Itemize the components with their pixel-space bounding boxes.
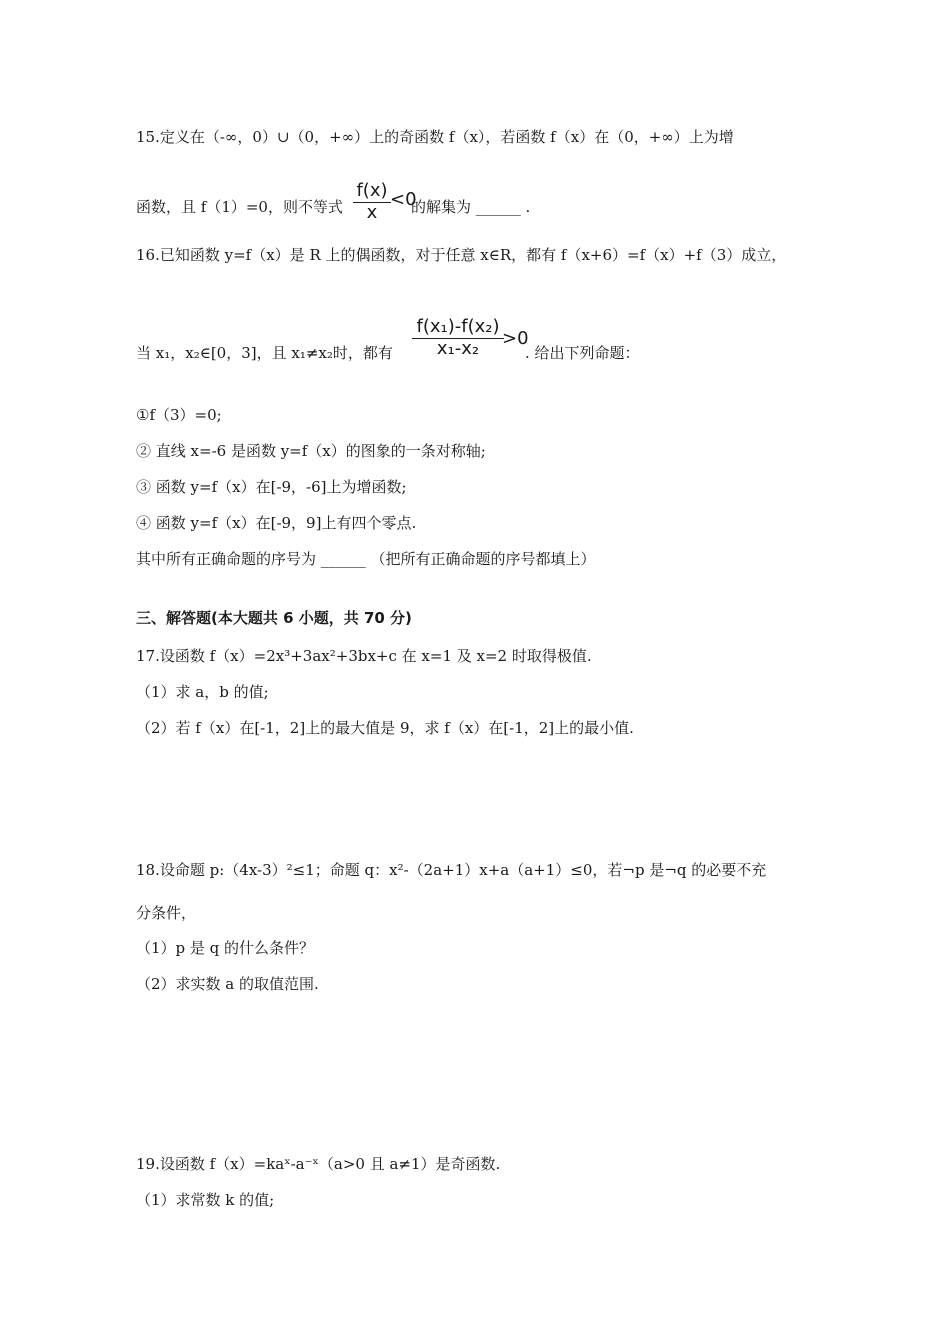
q18-stem-line1: 18.设命题 p:（4x-3）²≤1；命题 q：x²-（2a+1）x+a（a+1）≤0，若¬p 是¬q 的必要不充 <box>136 861 767 879</box>
q15-line1: 15.定义在（-∞，0）∪（0，+∞）上的奇函数 f（x），若函数 f（x）在（0，+∞）上为增 <box>136 128 734 146</box>
q16-fraction-numerator: f(x₁)-f(x₂) <box>416 316 500 337</box>
q15-fraction <box>353 180 391 223</box>
q16-fraction <box>412 316 504 359</box>
q17-part-1: （1）求 a，b 的值; <box>136 683 269 701</box>
q15-line2-after: 的解集为 ______ . <box>411 198 531 216</box>
q15-inequality-sign: <0 <box>390 189 417 210</box>
q17-part-2: （2）若 f（x）在[-1，2]上的最大值是 9，求 f（x）在[-1，2]上的最小值. <box>136 719 634 737</box>
q15-line2-before: 函数，且 f（1）=0，则不等式 <box>136 198 343 216</box>
q18-part-2: （2）求实数 a 的取值范围. <box>136 975 319 993</box>
q18-part-1: （1）p 是 q 的什么条件？ <box>136 939 315 957</box>
q16-line2-before: 当 x₁，x₂∈[0，3]，且 x₁≠x₂时，都有 <box>136 344 393 362</box>
q19-stem: 19.设函数 f（x）=kaˣ-a⁻ˣ（a>0 且 a≠1）是奇函数. <box>136 1155 501 1173</box>
q15-fraction-numerator: f(x) <box>356 180 388 201</box>
q16-item-3: ③ 函数 y=f（x）在[-9，-6]上为增函数; <box>136 478 407 496</box>
q16-conclusion: 其中所有正确命题的序号为 ______ （把所有正确命题的序号都填上） <box>136 550 596 568</box>
q16-fraction-denominator: x₁-x₂ <box>436 338 480 359</box>
q16-line1: 16.已知函数 y=f（x）是 R 上的偶函数，对于任意 x∈R，都有 f（x+6）=f（x）+f（3）成立， <box>136 246 787 264</box>
q18-stem-line2: 分条件， <box>136 904 197 922</box>
q16-item-2: ② 直线 x=-6 是函数 y=f（x）的图象的一条对称轴; <box>136 442 486 460</box>
q16-item-1: ①f（3）=0; <box>136 406 222 424</box>
q16-inequality-sign: >0 <box>502 328 529 349</box>
q16-item-4: ④ 函数 y=f（x）在[-9，9]上有四个零点. <box>136 514 417 532</box>
q16-line2-after: . 给出下列命题： <box>525 344 640 362</box>
q17-stem: 17.设函数 f（x）=2x³+3ax²+3bx+c 在 x=1 及 x=2 时取得极值. <box>136 647 592 665</box>
q19-part-1: （1）求常数 k 的值; <box>136 1191 275 1209</box>
section-heading: 三、解答题(本大题共 6 小题，共 70 分) <box>136 609 412 627</box>
q15-fraction-denominator: x <box>366 202 378 223</box>
